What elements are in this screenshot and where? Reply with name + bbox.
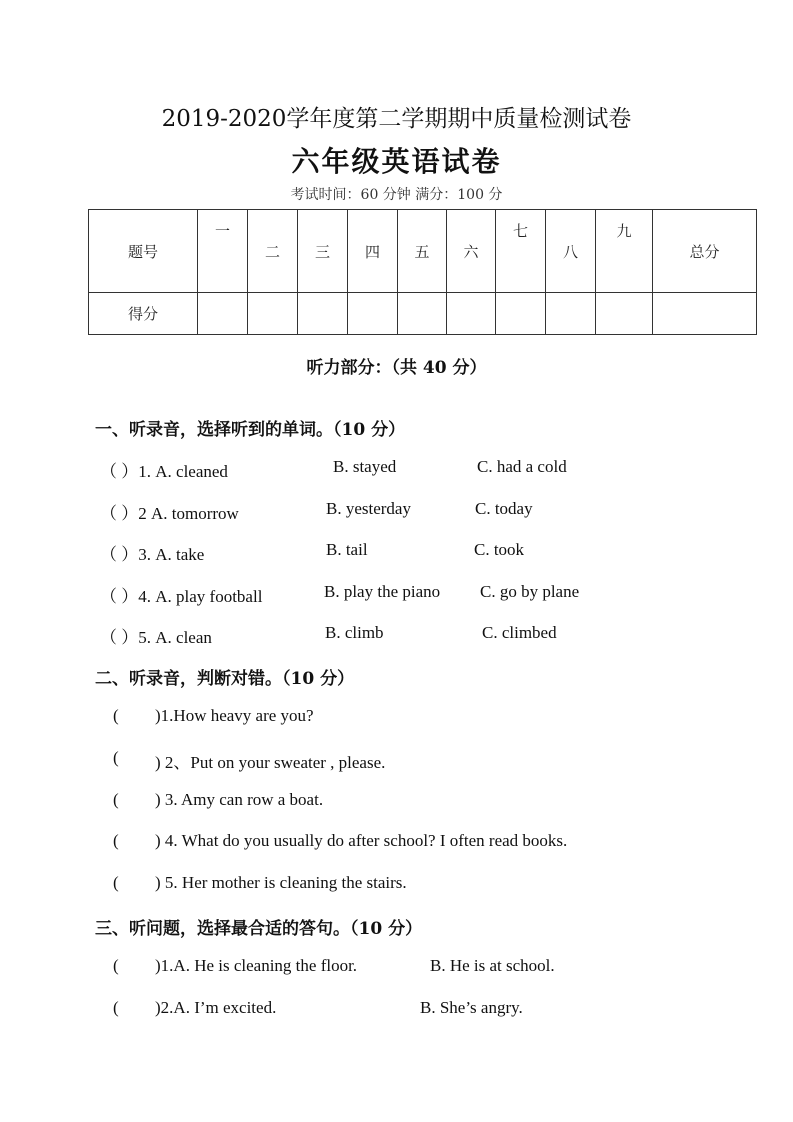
statement: )1.How heavy are you? xyxy=(155,706,314,725)
answer-paren: ( xyxy=(113,873,119,892)
score-table-header-row xyxy=(89,210,757,293)
option-c: C. took xyxy=(474,540,525,559)
option-c: C. today xyxy=(475,499,533,518)
row-label-score: 得分 xyxy=(89,293,198,335)
option-b: B. climb xyxy=(325,623,384,642)
option-a: （ ）1. A. cleaned xyxy=(100,462,228,481)
score-cell-9 xyxy=(596,293,653,335)
option-c: C. had a cold xyxy=(477,457,567,476)
col-7: 七 xyxy=(496,210,546,293)
score-cell-6 xyxy=(447,293,496,335)
answer-paren: ( xyxy=(113,831,119,850)
score-cell-1 xyxy=(198,293,248,335)
listening-heading: 听力部分：（共 40 分） xyxy=(306,358,487,378)
score-table-score-row xyxy=(89,293,757,335)
part1-heading: 一、听录音，选择听到的单词。（10 分） xyxy=(95,420,406,440)
score-cell-7 xyxy=(496,293,546,335)
answer-paren: ( xyxy=(113,748,119,767)
option-b: B. tail xyxy=(326,540,368,559)
option-b: B. She’s angry. xyxy=(420,998,523,1017)
score-cell-4 xyxy=(348,293,398,335)
score-cell-8 xyxy=(546,293,596,335)
score-cell-5 xyxy=(398,293,447,335)
option-a: )1.A. He is cleaning the floor. xyxy=(155,956,358,975)
answer-paren: ( xyxy=(113,790,119,809)
exam-title: 2019-2020学年度第二学期期中质量检测试卷 xyxy=(161,106,632,132)
answer-paren: ( xyxy=(113,706,119,725)
score-table xyxy=(88,209,757,335)
option-a: （ ）3. A. take xyxy=(100,545,205,564)
statement: ) 5. Her mother is cleaning the stairs. xyxy=(155,873,407,892)
option-a: )2.A. I’m excited. xyxy=(155,998,277,1017)
col-9: 九 xyxy=(596,210,653,293)
answer-paren: ( xyxy=(113,998,119,1017)
col-4: 四 xyxy=(348,210,398,293)
col-8: 八 xyxy=(546,210,596,293)
option-a: （ ）2 A. tomorrow xyxy=(100,504,239,523)
score-cell-total xyxy=(653,293,757,335)
option-b: B. He is at school. xyxy=(430,956,555,975)
option-b: B. play the piano xyxy=(324,582,441,601)
statement: ) 4. What do you usually do after school? I often read books. xyxy=(155,831,568,850)
answer-paren: ( xyxy=(113,956,119,975)
option-b: B. stayed xyxy=(333,457,397,476)
row-label-question-number: 题号 xyxy=(89,210,198,293)
part3-heading: 三、听问题，选择最合适的答句。（10 分） xyxy=(95,919,423,939)
option-a: （ ）4. A. play football xyxy=(100,587,263,606)
col-3: 三 xyxy=(298,210,348,293)
col-1: 一 xyxy=(198,210,248,293)
statement: ) 2、Put on your sweater , please. xyxy=(155,753,386,772)
col-6: 六 xyxy=(447,210,496,293)
option-c: C. climbed xyxy=(482,623,557,642)
option-b: B. yesterday xyxy=(326,499,411,518)
part2-heading: 二、听录音，判断对错。（10 分） xyxy=(95,669,355,689)
col-total: 总分 xyxy=(653,210,757,293)
score-cell-2 xyxy=(248,293,298,335)
col-5: 五 xyxy=(398,210,447,293)
option-c: C. go by plane xyxy=(480,582,580,601)
statement: ) 3. Amy can row a boat. xyxy=(155,790,324,809)
option-a: （ ）5. A. clean xyxy=(100,628,212,647)
exam-subtitle: 六年级英语试卷 xyxy=(291,145,502,178)
score-cell-3 xyxy=(298,293,348,335)
col-2: 二 xyxy=(248,210,298,293)
exam-info: 考试时间：60 分钟 满分：100 分 xyxy=(290,187,503,203)
